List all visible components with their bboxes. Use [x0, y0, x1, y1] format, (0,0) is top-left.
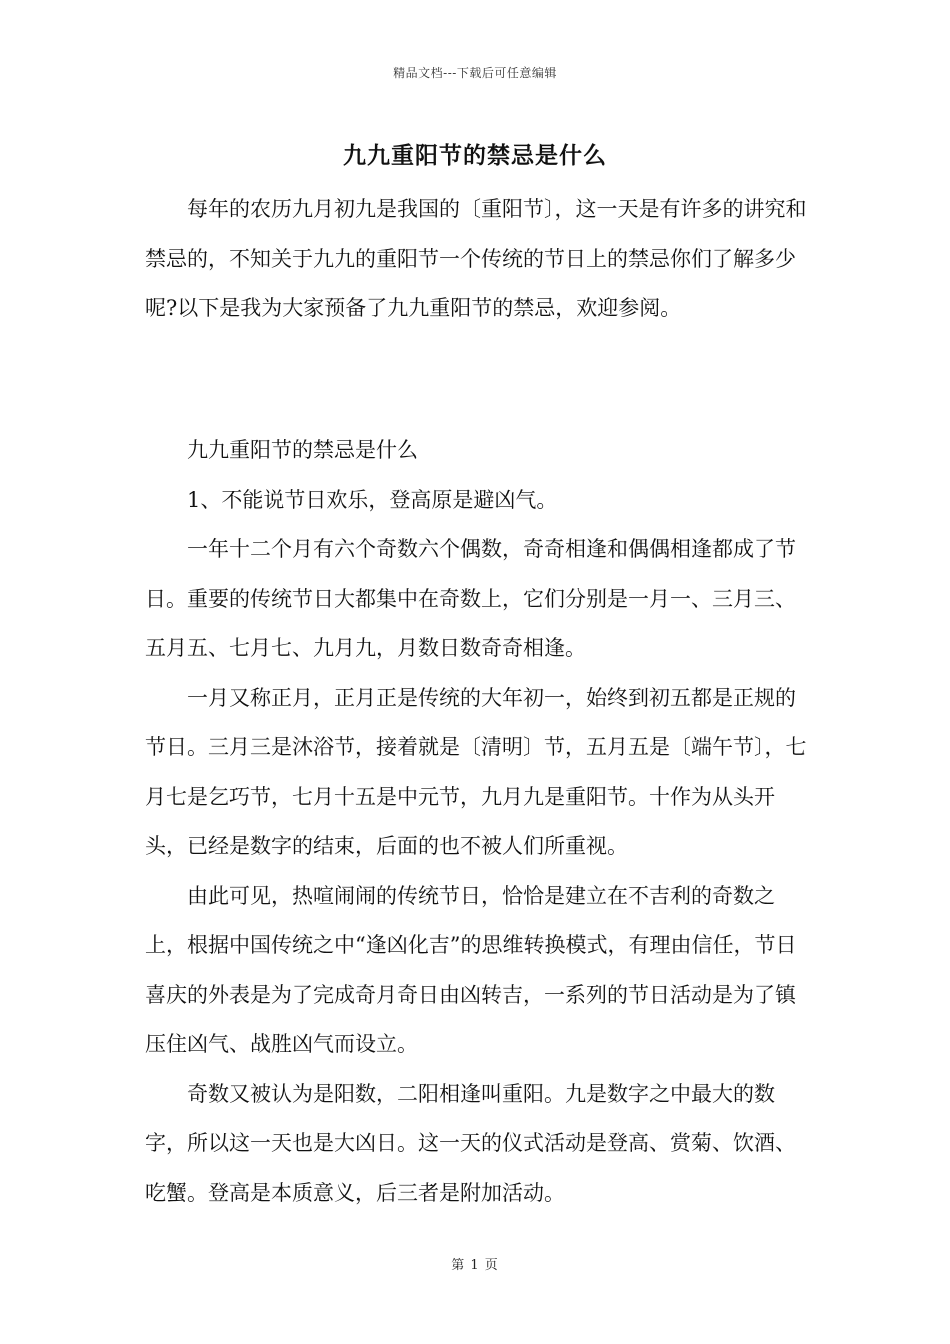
- body-paragraph: 一月又称正月，正月正是传统的大年初一，始终到初五都是正规的节日。三月三是沐浴节，接着就是〔清明〕节，五月五是〔端午节〕，七月七是乞巧节，七月十五是中元节，九月九是重阳节。十作为从头开头，已经是数字的结束，后面的也不被人们所重视。: [145, 685, 807, 858]
- section-heading: 九九重阳节的禁忌是什么: [187, 438, 418, 462]
- body-paragraph: 一年十二个月有六个奇数六个偶数，奇奇相逢和偶偶相逢都成了节日。重要的传统节日大都集中在奇数上，它们分别是一月一、三月三、五月五、七月七、九月九，月数日数奇奇相逢。: [145, 537, 796, 660]
- section-block: [145, 426, 810, 1218]
- body-paragraph: 1、不能说节日欢乐，登高原是避凶气。: [187, 487, 558, 512]
- intro-paragraph: 每年的农历九月初九是我国的〔重阳节〕，这一天是有许多的讲究和禁忌的，不知关于九九的重阳节一个传统的节日上的禁忌你们了解多少呢?以下是我为大家预备了九九重阳节的禁忌，欢迎参阅。: [145, 197, 807, 320]
- intro-block: [145, 185, 810, 334]
- body-paragraph: 由此可见，热喧闹闹的传统节日，恰恰是建立在不吉利的奇数之上，根据中国传统之中“逢凶化吉”的思维转换模式，有理由信任，节日喜庆的外表是为了完成奇月奇日由凶转吉，一系列的节日活动是为了镇压住凶气、战胜凶气而设立。: [145, 883, 797, 1056]
- document-title: 九九重阳节的禁忌是什么: [343, 142, 607, 169]
- page-header: 精品文档---下载后可任意编辑: [393, 66, 557, 80]
- body-paragraph: 奇数又被认为是阳数，二阳相逢叫重阳。九是数字之中最大的数字，所以这一天也是大凶日。这一天的仪式活动是登高、赏菊、饮酒、吃蟹。登高是本质意义，后三者是附加活动。: [145, 1081, 796, 1205]
- page-footer: 第 1 页: [451, 1258, 499, 1273]
